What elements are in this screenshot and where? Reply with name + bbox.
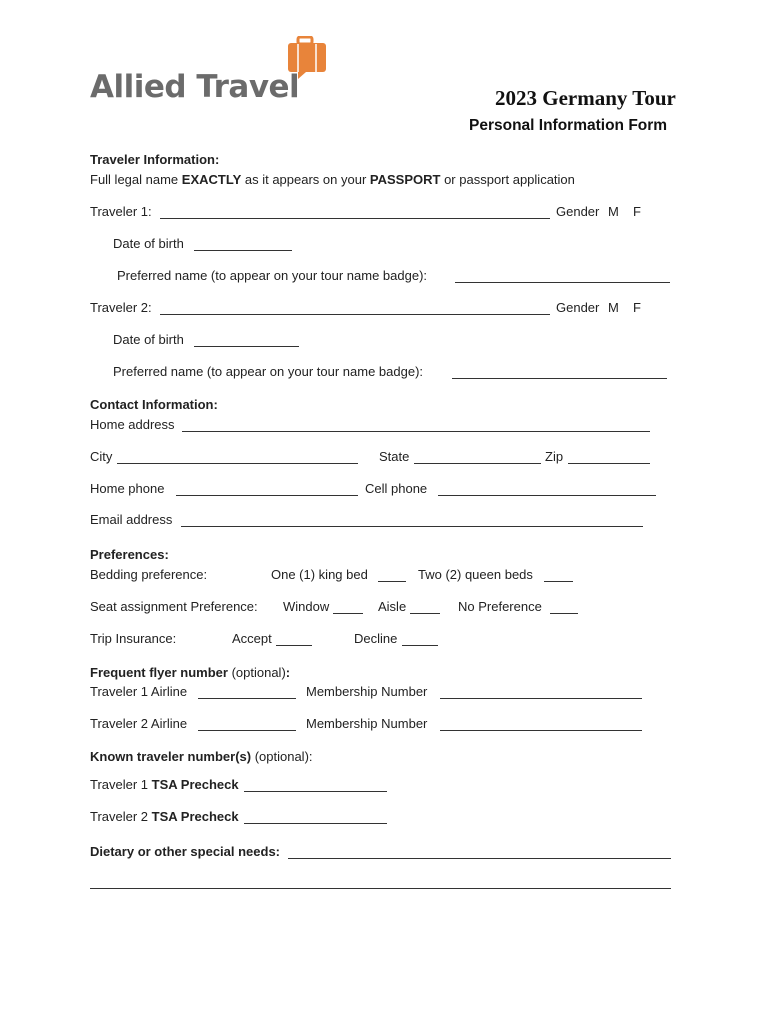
home-address-label: Home address bbox=[90, 417, 175, 432]
insurance-decline-option: Decline bbox=[354, 631, 398, 646]
dietary-label: Dietary or other special needs: bbox=[90, 844, 281, 859]
page-subtitle: Personal Information Form bbox=[469, 117, 668, 134]
legal-name-note: Full legal name EXACTLY as it appears on your PASSPORT or passport application bbox=[90, 172, 575, 187]
traveler2-membership-field[interactable] bbox=[440, 730, 642, 731]
traveler1-gender-label: Gender bbox=[556, 204, 600, 219]
traveler1-tsa-label: Traveler 1 TSA Precheck bbox=[90, 777, 239, 792]
state-label: State bbox=[379, 449, 410, 464]
bedding-king-option: One (1) king bed bbox=[271, 567, 368, 582]
traveler1-dob-label: Date of birth bbox=[113, 236, 184, 251]
traveler1-name-field[interactable] bbox=[160, 218, 550, 219]
traveler1-membership-label: Membership Number bbox=[306, 684, 428, 699]
city-label: City bbox=[90, 449, 113, 464]
insurance-accept-option: Accept bbox=[232, 631, 272, 646]
zip-label: Zip bbox=[545, 449, 564, 464]
traveler1-airline-label: Traveler 1 Airline bbox=[90, 684, 188, 699]
known-traveler-heading: Known traveler number(s) (optional): bbox=[90, 749, 313, 764]
traveler2-gender-label: Gender bbox=[556, 300, 600, 315]
traveler1-dob-field[interactable] bbox=[194, 250, 292, 251]
state-field[interactable] bbox=[414, 463, 541, 464]
seat-window-field[interactable] bbox=[333, 613, 363, 614]
bedding-queen-option: Two (2) queen beds bbox=[418, 567, 533, 582]
zip-field[interactable] bbox=[568, 463, 650, 464]
logo-text: Allied Travel bbox=[90, 69, 300, 105]
traveler-info-heading: Traveler Information: bbox=[90, 152, 220, 167]
traveler2-preferred-label: Preferred name (to appear on your tour name badge): bbox=[113, 364, 424, 379]
seat-aisle-option: Aisle bbox=[378, 599, 407, 614]
seat-label: Seat assignment Preference: bbox=[90, 599, 258, 614]
traveler1-preferred-field[interactable] bbox=[455, 282, 670, 283]
traveler2-dob-label: Date of birth bbox=[113, 332, 184, 347]
home-phone-label: Home phone bbox=[90, 481, 165, 496]
logo bbox=[90, 36, 330, 106]
bedding-queen-field[interactable] bbox=[544, 581, 573, 582]
insurance-label: Trip Insurance: bbox=[90, 631, 177, 646]
cell-phone-label: Cell phone bbox=[365, 481, 428, 496]
traveler1-preferred-label: Preferred name (to appear on your tour name badge): bbox=[117, 268, 428, 283]
traveler2-gender-m[interactable]: M bbox=[608, 300, 619, 315]
traveler2-dob-field[interactable] bbox=[194, 346, 299, 347]
traveler1-airline-field[interactable] bbox=[198, 698, 296, 699]
seat-aisle-field[interactable] bbox=[410, 613, 440, 614]
bedding-king-field[interactable] bbox=[378, 581, 406, 582]
traveler2-gender-f[interactable]: F bbox=[633, 300, 641, 315]
dietary-field-line-2[interactable] bbox=[90, 888, 671, 889]
insurance-accept-field[interactable] bbox=[276, 645, 312, 646]
contact-heading: Contact Information: bbox=[90, 397, 218, 412]
frequent-flyer-heading: Frequent flyer number (optional): bbox=[90, 665, 291, 680]
page-title: 2023 Germany Tour bbox=[495, 86, 676, 110]
home-address-field[interactable] bbox=[182, 431, 650, 432]
preferences-heading: Preferences: bbox=[90, 547, 169, 562]
insurance-decline-field[interactable] bbox=[402, 645, 438, 646]
traveler1-gender-f[interactable]: F bbox=[633, 204, 641, 219]
traveler1-label: Traveler 1: bbox=[90, 204, 152, 219]
bedding-label: Bedding preference: bbox=[90, 567, 208, 582]
traveler1-gender-m[interactable]: M bbox=[608, 204, 619, 219]
email-field[interactable] bbox=[181, 526, 643, 527]
traveler2-airline-field[interactable] bbox=[198, 730, 296, 731]
traveler2-name-field[interactable] bbox=[160, 314, 550, 315]
traveler2-tsa-field[interactable] bbox=[244, 823, 387, 824]
seat-no-preference-option: No Preference bbox=[458, 599, 542, 614]
traveler1-membership-field[interactable] bbox=[440, 698, 642, 699]
traveler1-tsa-field[interactable] bbox=[244, 791, 387, 792]
home-phone-field[interactable] bbox=[176, 495, 358, 496]
city-field[interactable] bbox=[117, 463, 358, 464]
seat-window-option: Window bbox=[283, 599, 330, 614]
traveler2-label: Traveler 2: bbox=[90, 300, 152, 315]
traveler2-membership-label: Membership Number bbox=[306, 716, 428, 731]
traveler2-airline-label: Traveler 2 Airline bbox=[90, 716, 188, 731]
traveler2-tsa-label: Traveler 2 TSA Precheck bbox=[90, 809, 239, 824]
dietary-field[interactable] bbox=[288, 858, 671, 859]
traveler2-preferred-field[interactable] bbox=[452, 378, 667, 379]
email-label: Email address bbox=[90, 512, 173, 527]
cell-phone-field[interactable] bbox=[438, 495, 656, 496]
seat-no-preference-field[interactable] bbox=[550, 613, 578, 614]
